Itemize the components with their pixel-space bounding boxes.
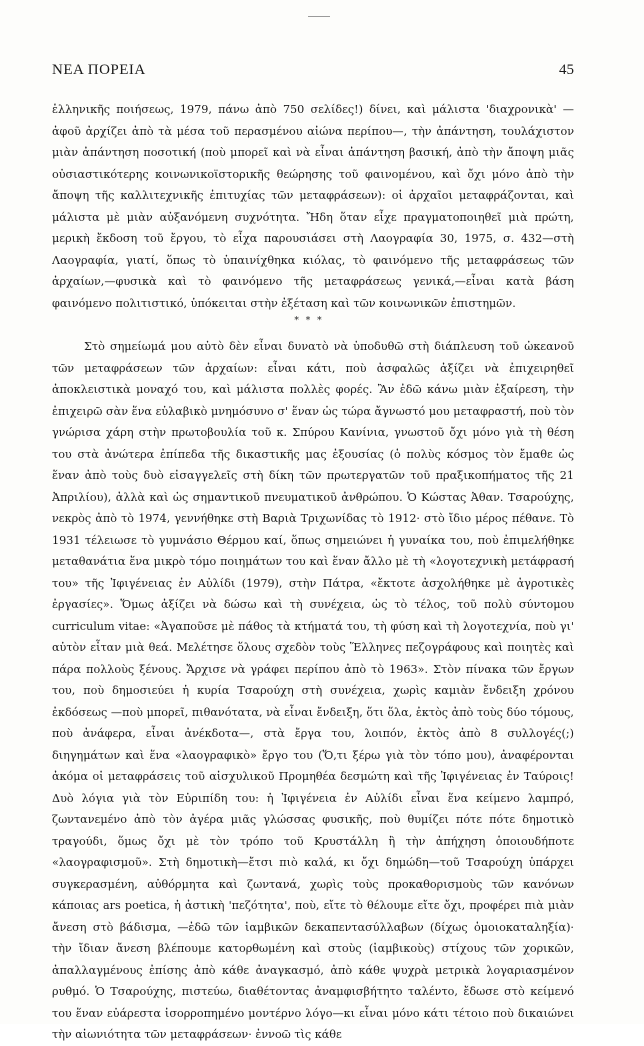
page-number: 45 — [559, 62, 574, 78]
separator-glyph: * * * — [294, 316, 324, 326]
top-mark — [308, 16, 330, 17]
section-separator — [294, 316, 324, 338]
paragraph-2: Στὸ σημείωμά μου αὐτὸ δὲν εἶναι δυνατὸ νὰ ὑποδυθῶ στὴ διάπλευση τοῦ ὠκεανοῦ τῶν μεταφράσεων τῶν ἀρχαίων: εἶναι κάτι, ποὺ ἀσφαλῶς ἀξίζει νὰ ἐπιχειρηθεῖ ἀποκλειστικὰ μοναχό του, καὶ μάλιστα πολλὲς φορές. Ἂν ἐδῶ κάνω μιὰν ἐξαίρεση, τὴν ἐπιχειρῶ σὰν ἕνα εὐλαβικὸ μνημόσυνο σ' ἕναν ὡς τώρα ἄγνωστό μου μεταφραστή, ποὺ τὸν γνώρισα χάρη στὴν πρωτοβουλία τοῦ κ. Σπύρου Κανίνια, γνωστοῦ ὄχι μόνο γιὰ τὴ θέση του στὰ ἀνώτερα ἐπίπεδα τῆς δικαστικῆς μας ἐξουσίας (ὁ πολὺς κόσμος τὸν ἔμαθε ὡς ἕναν ἀπὸ τοὺς δυὸ εἰσαγγελεῖς στὴ δίκη τῶν πρωτεργατῶν τοῦ πραξικοπήματος τῆς 21 Ἀπριλίου), ἀλλὰ καὶ ὡς σημαντικοῦ πνευματικοῦ ἀνθρώπου. Ὁ Κώστας Ἀθαν. Τσαρούχης, νεκρὸς ἀπὸ τὸ 1974, γεννήθηκε στὴ Βαριὰ Τριχωνίδας τὸ 1912· στὸ ἴδιο μέρος πέθανε. Τὸ 1931 τέλειωσε τὸ γυμνάσιο Θέρμου καί, ὅπως σημειώνει ἡ γυναίκα του, ποὺ ἐπιμελήθηκε μεταθανάτια ἕνα μικρὸ τόμο ποιημάτων του καὶ ἕναν ἄλλο μὲ τὴ «λογοτεχνικὴ μετάφρασή του» τῆς Ἰφιγένειας ἐν Αὐλίδι (1979), στὴν Πάτρα, «ἔκτοτε ἀσχολήθηκε μὲ ἀγροτικὲς ἐργασίες». Ὅμως ἀξίζει νὰ δώσω καὶ τὴ συνέχεια, ὡς τὸ τέλος, τοῦ πολὺ σύντομου curriculum vitae: «Ἀγαποῦσε μὲ πάθος τὰ κτήματά του, τὴ φύση καὶ τὴ λογοτεχνία, ποὺ γι' αὐτὸν εἶταν μιὰ θεά. Μελέτησε ὅλους σχεδὸν τοὺς Ἕλληνες πεζογράφους καὶ ποιητὲς καὶ πάρα πολλοὺς ξένους. Ἄρχισε νὰ γράφει περίπου ἀπὸ τὸ 1963». Στὸν πίνακα τῶν ἔργων του, ποὺ δημοσιεύει ἡ κυρία Τσαρούχη στὴ συνέχεια, χωρὶς καμιὰν ἔνδειξη χρόνου ἐκδόσεως —ποὺ μπορεῖ, πιθανότατα, νὰ εἶναι ἔνδειξη, ὅτι ὅλα, ἐκτὸς ἀπὸ τοὺς δύο τόμους, ποὺ ἀνάφερα, εἶναι ἀνέκδοτα—, στὰ ἔργα του, λοιπόν, ἐκτὸς ἀπὸ 8 συλλογές(;) διηγημάτων καὶ ἕνα «λαογραφικὸ» ἔργο του (Ὅ,τι ξέρω γιὰ τὸν τόπο μου), ἀναφέρονται ἀκόμα οἱ μεταφράσεις τοῦ αἰσχυλικοῦ Προμηθέα δεσμώτη καὶ τῆς Ἰφιγένειας ἐν Ταύροις! Δυὸ λόγια γιὰ τὸν Εὐριπίδη του: ἡ Ἰφιγένεια ἐν Αὐλίδι εἶναι ἕνα κείμενο λαμπρό, ζωντανεμένο ἀπὸ τὸν ἀγέρα μιᾶς γλώσσας φυσικῆς, ποὺ θυμίζει πότε πότε δημοτικὸ τραγούδι, ὅμως ὄχι μὲ τὸν τρόπο τοῦ Κρυστάλλη ἢ τὴν ἀπήχηση ὁποιουδήποτε «λαογραφισμοῦ». Στὴ δημοτικὴ—ἔτσι πιὸ καλά, κι ὄχι δημώδη—τοῦ Τσαρούχη ὑπάρχει συγκερασμένη, αὐθόρμητα καὶ ζωντανά, χωρὶς τοὺς προκαθορισμοὺς τῶν κανόνων κάποιας ars poetica, ἡ ἀστικὴ 'πεζότητα', ποὺ, εἴτε τὸ θέλουμε εἴτε ὄχι, προφέρει πιὰ μιὰν ἄνεση στὸ βάδισμα, —ἐδῶ τῶν ἰαμβικῶν δεκαπεντασύλλαβων (δίχως ὁμοιοκαταληξία)· τὴν ἴδιαν ἄνεση βλέπουμε κατορθωμένη καὶ στοὺς (ἰαμβικοὺς) στίχους τῶν χορικῶν, ἀπαλλαγμένους ἐπίσης ἀπὸ κάθε ἀναγκασμό, ἀπὸ κάθε ψυχρὰ μετρικὰ λογαριασμένον ρυθμό. Ὁ Τσαρούχης, πιστεύω, διαθέτοντας ἀναμφισβήτητο ταλέντο, ἔδωσε στὸ κείμενό του ἕναν εὐάρεστα ἰσορροπημένο μοντέρνο λόγο—κι εἶναι μόνο κάτι τέτοιο ποὺ δικαιώνει τὴν αἰωνιότητα τῶν μεταφράσεων· ἐννοῶ τὶς κάθε — [52, 340, 574, 1041]
running-title: ΝΕΑ ΠΟΡΕΙΑ — [52, 62, 146, 78]
paragraph-1: ἑλληνικῆς ποιήσεως, 1979, πάνω ἀπὸ 750 σελίδες!) δίνει, καὶ μάλιστα 'διαχρονικὰ' —ἀφοῦ ἀρχίζει ἀπὸ τὰ μέσα τοῦ περασμένου αἰώνα περίπου—, τὴν ἀπάντηση, τουλάχιστον μιὰν ἀπάντηση ποσοτική (ποὺ μπορεῖ καὶ νὰ εἶναι ἀπάντηση βασική, ἀπὸ τὴν ἄποψη μιᾶς οὐσιαστικότερης κοινωνικοϊστορικῆς θεώρησης τοῦ φαινομένου, καὶ ὄχι μόνο ἀπὸ τὴν ἄποψη τῆς καλλιτεχνικῆς ἐπιτυχίας τῶν μεταφράσεων): οἱ ἀρχαῖοι μεταφράζονται, καὶ μάλιστα μὲ μιὰν αὐξανόμενη συχνότητα. Ἤδη ὅταν εἶχε πραγματοποιηθεῖ μιὰ πρώτη, μερικὴ ἔκδοση τοῦ ἔργου, τὸ εἶχα παρουσιάσει στὴ Λαογραφία 30, 1975, σ. 432—στὴ Λαογραφία, γιατί, ὅπως τὸ ὑπαινίχθηκα κιόλας, τὸ φαινόμενο τῆς μεταφράσεως τῶν ἀρχαίων,—φυσικὰ καὶ τὸ φαινόμενο τῆς μεταφράσεως γενικά,—εἶναι κατὰ βάση φαινόμενο πολιτιστικό, ὑπόκειται στὴν ἐξέταση καὶ τῶν κοινωνικῶν ἐπιστημῶν. — [52, 103, 574, 310]
page-header — [52, 62, 574, 84]
